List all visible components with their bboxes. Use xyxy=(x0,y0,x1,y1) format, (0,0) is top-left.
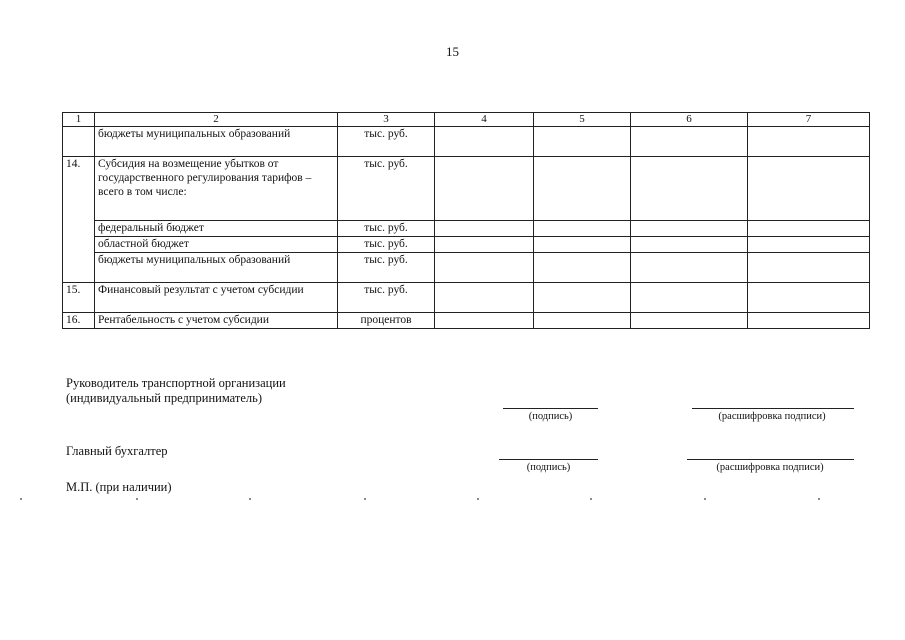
column-header: 3 xyxy=(338,113,435,127)
row-unit: тыс. руб. xyxy=(338,157,435,221)
row-unit: тыс. руб. xyxy=(338,221,435,237)
table-cell xyxy=(748,127,870,157)
table-row xyxy=(63,313,870,329)
row-name: областной бюджет xyxy=(95,237,338,253)
row-name: Субсидия на возмещение убытков от государственного регулирования тарифов – всего в том числе: xyxy=(95,157,338,221)
scan-dot xyxy=(818,498,820,500)
row-unit: тыс. руб. xyxy=(338,127,435,157)
table-cell xyxy=(534,253,631,283)
scan-dot xyxy=(364,498,366,500)
head-signature-label xyxy=(66,376,286,406)
column-header: 2 xyxy=(95,113,338,127)
scan-dot xyxy=(136,498,138,500)
table-cell xyxy=(435,127,534,157)
stamp-label: М.П. (при наличии) xyxy=(66,480,172,494)
scan-dot xyxy=(704,498,706,500)
head-title-line2: (индивидуальный предприниматель) xyxy=(66,391,262,405)
table-cell xyxy=(631,283,748,313)
head-decoding-caption: (расшифровка подписи) xyxy=(718,411,826,422)
row-unit: тыс. руб. xyxy=(338,283,435,313)
table-cell xyxy=(748,157,870,221)
row-name: бюджеты муниципальных образований xyxy=(95,127,338,157)
table-row xyxy=(63,283,870,313)
table-cell xyxy=(534,237,631,253)
table-row xyxy=(63,237,870,253)
table-cell xyxy=(748,283,870,313)
scan-dot xyxy=(590,498,592,500)
head-signature-caption: (подпись) xyxy=(528,411,573,422)
row-name: бюджеты муниципальных образований xyxy=(95,253,338,283)
row-number: 15. xyxy=(63,283,95,313)
table-row xyxy=(63,221,870,237)
table-cell xyxy=(534,283,631,313)
column-header: 5 xyxy=(534,113,631,127)
table-cell xyxy=(435,237,534,253)
table-row xyxy=(63,157,870,221)
row-name: Финансовый результат с учетом субсидии xyxy=(95,283,338,313)
table-cell xyxy=(435,157,534,221)
head-title-line1: Руководитель транспортной организации xyxy=(66,376,286,390)
table-cell xyxy=(748,253,870,283)
table-cell xyxy=(631,127,748,157)
table-cell xyxy=(631,221,748,237)
scan-dot xyxy=(477,498,479,500)
report-table xyxy=(62,112,870,329)
table-cell xyxy=(534,313,631,329)
table-cell xyxy=(435,253,534,283)
page-number: 15 xyxy=(446,44,459,59)
table-cell xyxy=(631,237,748,253)
column-header: 6 xyxy=(631,113,748,127)
row-unit: процентов xyxy=(338,313,435,329)
row-name: федеральный бюджет xyxy=(95,221,338,237)
table-cell xyxy=(534,221,631,237)
row-unit: тыс. руб. xyxy=(338,237,435,253)
head-signature-line xyxy=(503,408,598,409)
table-cell xyxy=(748,221,870,237)
scan-dot xyxy=(20,498,22,500)
table-cell xyxy=(435,221,534,237)
table-cell xyxy=(534,127,631,157)
accountant-label: Главный бухгалтер xyxy=(66,444,168,458)
table-cell xyxy=(748,313,870,329)
row-name: Рентабельность с учетом субсидии xyxy=(95,313,338,329)
column-header: 4 xyxy=(435,113,534,127)
table-cell xyxy=(631,253,748,283)
accountant-decoding-line xyxy=(687,459,854,460)
table-cell xyxy=(435,313,534,329)
column-header: 7 xyxy=(748,113,870,127)
table-header-row xyxy=(63,113,870,127)
table-cell xyxy=(631,157,748,221)
table-cell xyxy=(534,157,631,221)
table-cell xyxy=(631,313,748,329)
accountant-signature-line xyxy=(499,459,598,460)
accountant-signature-caption: (подпись) xyxy=(526,462,571,473)
row-unit: тыс. руб. xyxy=(338,253,435,283)
column-header: 1 xyxy=(63,113,95,127)
table-cell xyxy=(435,283,534,313)
scan-dot xyxy=(249,498,251,500)
table-row xyxy=(63,127,870,157)
row-number: 14. xyxy=(63,157,95,283)
head-decoding-line xyxy=(692,408,854,409)
row-number: 16. xyxy=(63,313,95,329)
accountant-decoding-caption: (расшифровка подписи) xyxy=(716,462,824,473)
row-number xyxy=(63,127,95,157)
table-cell xyxy=(748,237,870,253)
table-row xyxy=(63,253,870,283)
